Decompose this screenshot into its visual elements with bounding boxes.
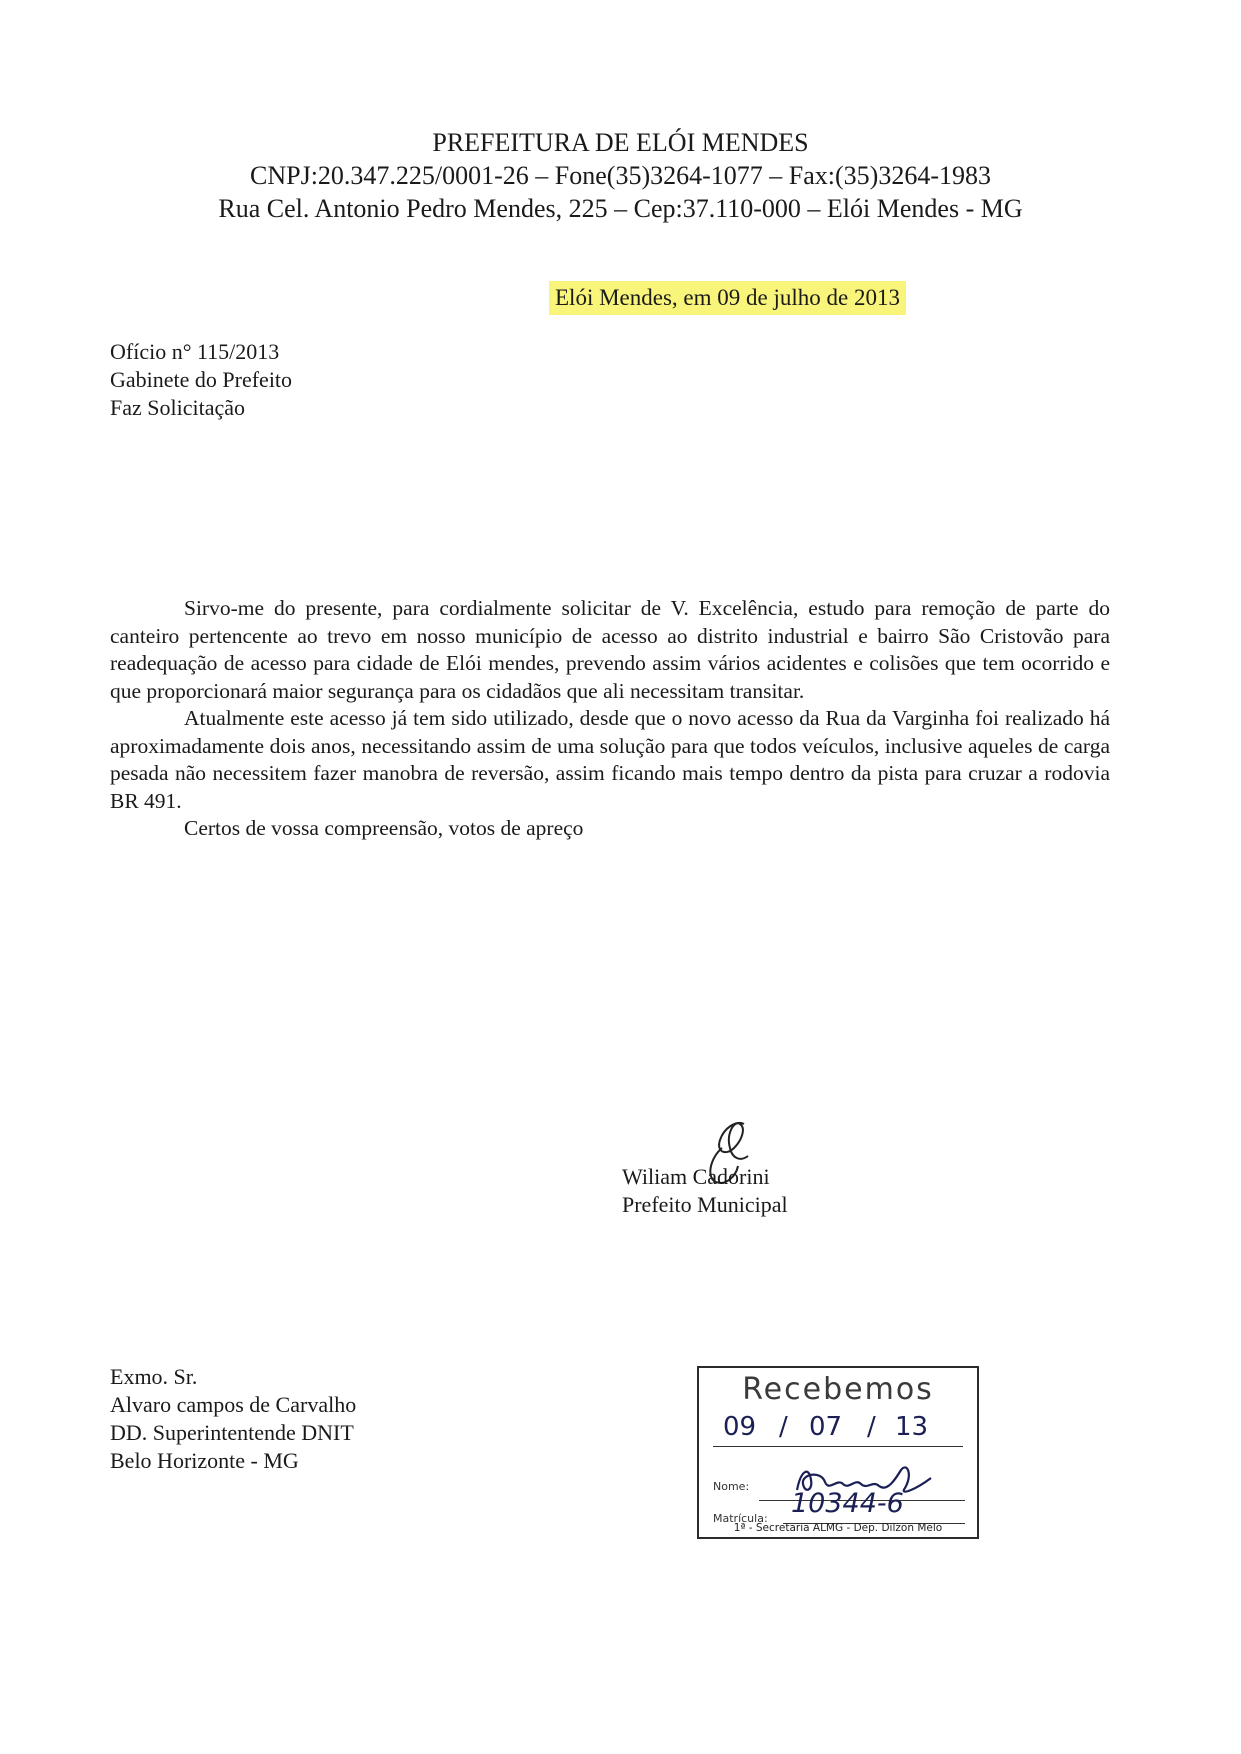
date-line: Elói Mendes, em 09 de julho de 2013 [549, 281, 906, 315]
stamp-footer: 1ª - Secretaria ALMG - Dep. Dilzon Melo [733, 1522, 943, 1534]
stamp-month: 07 [809, 1412, 843, 1442]
department: Gabinete do Prefeito [110, 367, 293, 392]
stamp-matricula-value: 10344-6 [791, 1488, 904, 1519]
received-stamp [697, 1366, 979, 1539]
letterhead [0, 126, 1241, 225]
stamp-date: 09 / 07 / 13 [723, 1412, 929, 1442]
stamp-day: 09 [723, 1412, 757, 1442]
org-contacts: CNPJ:20.347.225/0001-26 – Fone(35)3264-1077 – Fax:(35)3264-1983 [250, 161, 991, 190]
stamp-year: 13 [895, 1412, 929, 1442]
addressee-name: Alvaro campos de Carvalho [110, 1392, 357, 1417]
stamp-name-label: Nome: [713, 1480, 750, 1493]
stamp-title: Recebemos [742, 1372, 934, 1407]
signer-title: Prefeito Municipal [622, 1192, 788, 1217]
addressee-city: Belo Horizonte - MG [110, 1448, 299, 1473]
letter-body [110, 595, 1110, 843]
subject: Faz Solicitação [110, 395, 246, 420]
oficio-number: Ofício n° 115/2013 [110, 339, 280, 364]
org-name: PREFEITURA DE ELÓI MENDES [432, 128, 809, 157]
addressee-salutation: Exmo. Sr. [110, 1364, 198, 1389]
signature-block [622, 1163, 788, 1219]
signer-name: Wiliam Cadorini [622, 1164, 770, 1189]
reference-block [110, 338, 292, 422]
addressee-role: DD. Superintentende DNIT [110, 1420, 354, 1445]
addressee-block [110, 1363, 356, 1475]
body-paragraph-2: Atualmente este acesso já tem sido utilizado, desde que o novo acesso da Rua da Varginha foi realizado há aproximadamente dois anos, necessitando assim de uma solução para que todos veículos, inclusive aqueles de carga pesada não necessitem fazer manobra de reversão, assim ficando mais tempo dentro da pista para cruzar a rodovia BR 491. [110, 706, 1110, 813]
stamp-matricula-label: Matrícula: [713, 1512, 768, 1525]
body-paragraph-3: Certos de vossa compreensão, votos de apreço [184, 816, 584, 840]
org-address: Rua Cel. Antonio Pedro Mendes, 225 – Cep:37.110-000 – Elói Mendes - MG [218, 194, 1023, 223]
body-paragraph-1: Sirvo-me do presente, para cordialmente solicitar de V. Excelência, estudo para remoção de parte do canteiro pertencente ao trevo em nosso município de acesso ao distrito industrial e bairro São Cristovão para readequação de acesso para cidade de Elói mendes, prevendo assim vários acidentes e colisões que tem ocorrido e que proporcionará maior segurança para os cidadãos que ali necessitam transitar. [110, 596, 1110, 703]
